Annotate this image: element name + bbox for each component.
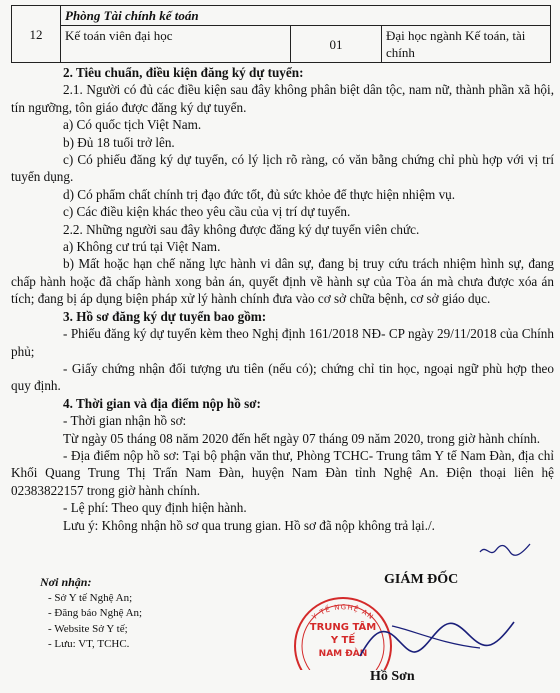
paragraph: 2.2. Những người sau đây không được đăng ký dự tuyển viên chức.: [63, 221, 420, 237]
list-item: d) Có phẩm chất chính trị đạo đức tốt, đủ sức khỏe để thực hiện nhiệm vụ.: [63, 186, 456, 202]
list-item: a) Có quốc tịch Việt Nam.: [63, 117, 202, 133]
position-cell: Kế toán viên đại học: [61, 26, 291, 63]
table-row: [12, 26, 551, 63]
requirement-cell: Đại học ngành Kế toán, tài chính: [382, 26, 551, 63]
list-item: - Lệ phí: Theo quy định hiện hành.: [63, 500, 247, 516]
list-item: - Địa điểm nộp hồ sơ: Tại bộ phận văn thư, Phòng TCHC- Trung tâm Y tế Nam Đàn, địa chỉ Khối Quang Trung Thị Trấn Nam Đàn, huyện Nam Đàn tỉnh Nghệ An. Điện thoại liên hệ 02383822157 trong giờ hành chính.: [11, 447, 554, 498]
quantity-cell: 01: [291, 26, 382, 63]
stamp-line: NAM ĐÀN: [318, 649, 368, 659]
initial-scribble: [476, 540, 536, 562]
position-table: [11, 5, 551, 63]
department-cell: Phòng Tài chính kế toán: [61, 6, 551, 26]
recipient-item: - Website Sở Y tế;: [48, 622, 128, 635]
recipients-block: [40, 575, 240, 653]
section-heading: 4. Thời gian và địa điểm nộp hồ sơ:: [63, 395, 261, 411]
list-item: c) Các điều kiện khác theo yêu cầu của vị trí dự tuyển.: [63, 204, 351, 220]
recipient-item: - Sở Y tế Nghệ An;: [48, 591, 133, 604]
paragraph: Từ ngày 05 tháng 08 năm 2020 đến hết ngày 07 tháng 09 năm 2020, trong giờ hành chính.: [63, 430, 541, 446]
stamp-ring-text: Y TẾ NGHỆ AN: [310, 603, 376, 622]
row-number: 12: [12, 6, 61, 63]
stamp-line: Y TẾ: [330, 635, 356, 646]
table-row: [12, 6, 551, 26]
list-item: b) Đủ 18 tuổi trở lên.: [63, 134, 175, 150]
section-heading: 2. Tiêu chuẩn, điều kiện đăng ký dự tuyển:: [63, 65, 304, 80]
list-item: a) Không cư trú tại Việt Nam.: [63, 239, 221, 255]
recipient-item: - Lưu: VT, TCHC.: [48, 638, 130, 650]
note: Lưu ý: Không nhận hồ sơ qua trung gian. Hồ sơ đã nộp không trả lại./.: [63, 517, 435, 533]
recipients-title: Nơi nhận:: [40, 575, 92, 589]
signer-name: Hồ Sơn: [370, 669, 415, 684]
paragraph: 2.1. Người có đủ các điều kiện sau đây không phân biệt dân tộc, nam nữ, thành phần xã hội, tín ngưỡng, tôn giáo được đăng ký dự tuyển.: [11, 82, 554, 115]
list-item: - Phiếu đăng ký dự tuyển kèm theo Nghị định 161/2018 NĐ- CP ngày 29/11/2018 của Chính phủ;: [11, 326, 554, 359]
document-body: [11, 64, 554, 534]
recipient-item: - Đăng báo Nghệ An;: [48, 607, 143, 619]
list-item: b) Mất hoặc hạn chế năng lực hành vi dân sự, đang bị truy cứu trách nhiệm hình sự, đang chấp hành hoặc đã chấp hành xong bản án, quyết định về hành sự của Tòa án mà chưa được xóa án tích; đang bị áp dụng biện pháp xử lý hành chính đưa vào cơ sở chữa bệnh, cơ sở giáo dục.: [11, 256, 554, 307]
stamp-line: TRUNG TÂM: [309, 622, 377, 633]
list-item: - Thời gian nhận hồ sơ:: [63, 413, 187, 429]
list-item: c) Có phiếu đăng ký dự tuyển, có lý lịch rõ ràng, có văn bằng chứng chỉ phù hợp với vị trí tuyển dụng.: [11, 152, 554, 185]
section-heading: 3. Hồ sơ đăng ký dự tuyển bao gồm:: [63, 308, 267, 324]
signer-title: GIÁM ĐỐC: [384, 572, 459, 587]
handwritten-signature: [352, 604, 522, 670]
list-item: - Giấy chứng nhận đối tượng ưu tiên (nếu có); chứng chỉ tin học, ngoại ngữ phù hợp theo quy định.: [11, 360, 554, 394]
